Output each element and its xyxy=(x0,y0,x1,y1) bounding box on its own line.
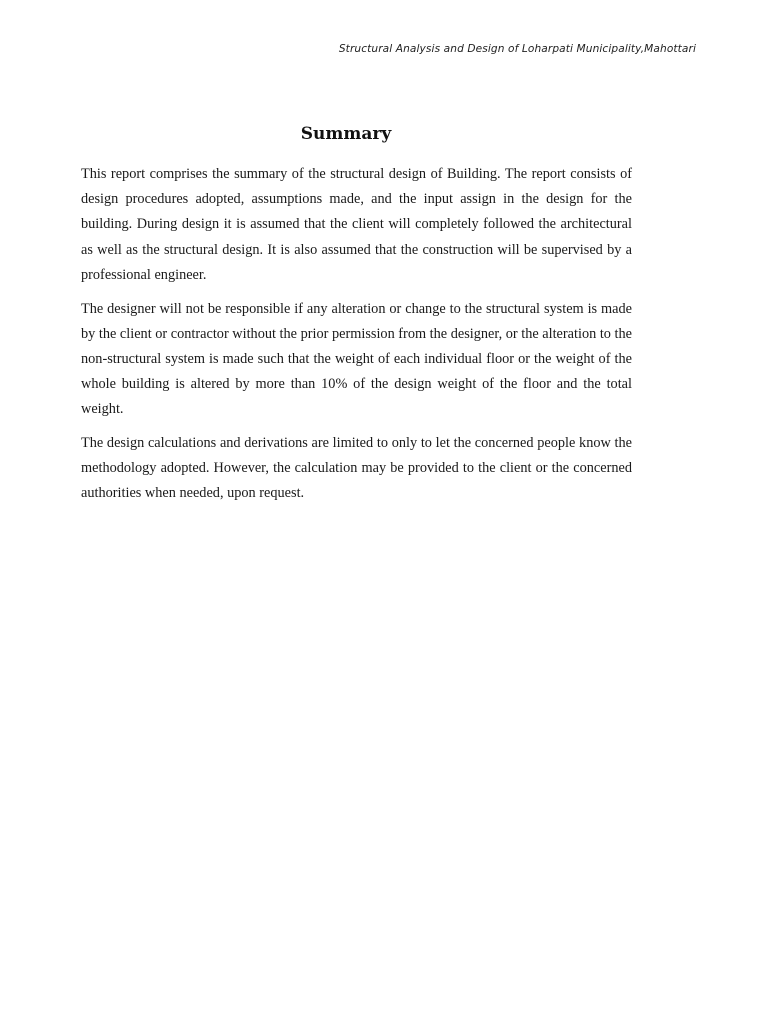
paragraph-calculations: The design calculations and derivations are limited to only to let the concerned people know the methodology adopted. However, the calculation may be provided to the client or the concerned authorities when needed, upon request. xyxy=(81,435,632,502)
paragraph-intro: This report comprises the summary of the structural design of Building. The report consists of design procedures adopted, assumptions made, and the input assign in the design for the building. During design it is assumed that the client will completely followed the architectural as well as the structural design. It is also assumed that the construction will be supervised by a professional engineer. xyxy=(81,166,632,283)
page-title: Summary xyxy=(300,124,392,144)
paragraph-responsibility: The designer will not be responsible if any alteration or change to the structural system is made by the client or contractor without the prior permission from the designer, or the alteration to the non-structural system is made such that the weight of each individual floor or the weight of the whole building is altered by more than 10% of the design weight of the floor and the total weight. xyxy=(81,300,632,418)
document-body xyxy=(81,162,632,515)
running-header: Structural Analysis and Design of Loharpati Municipality,Mahottari xyxy=(338,43,696,55)
